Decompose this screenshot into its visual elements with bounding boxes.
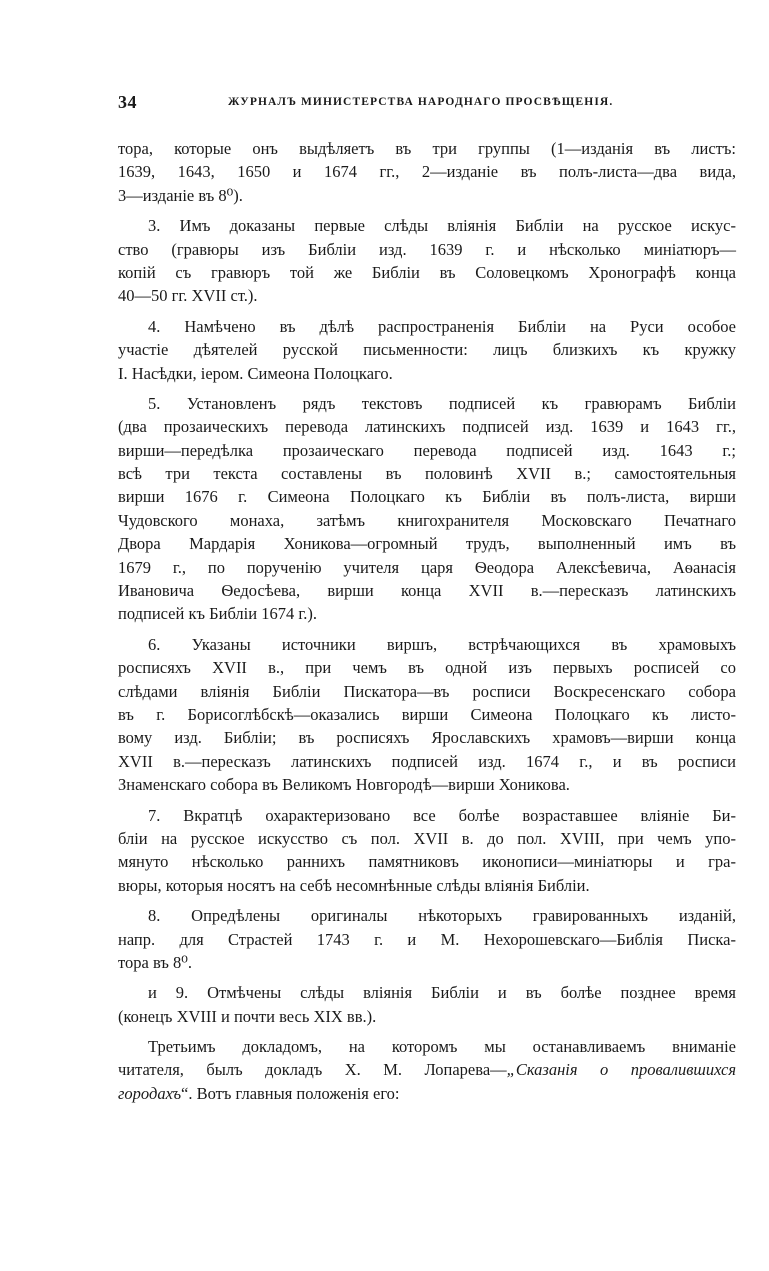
report-title-end: городахъ (118, 1083, 182, 1103)
text-line: подписей къ Библіи 1674 г.). (118, 604, 317, 624)
final-line-3-text: “. Вотъ главныя положенія его: (181, 1083, 400, 1103)
running-head: ЖУРНАЛЪ МИНИСТЕРСТВА НАРОДНАГО ПРОСВѢЩЕНІЯ. (228, 96, 614, 108)
text-line: въ г. Борисоглѣбскѣ—оказались вирши Симеона Полоцкаго къ листо- (118, 704, 736, 724)
paragraph (118, 981, 736, 1028)
paragraph (118, 214, 736, 308)
text-line: (два прозаическихъ перевода латинскихъ подписей изд. 1639 и 1643 гг., (118, 417, 736, 437)
text-line: 8. Опредѣлены оригиналы нѣкоторыхъ гравированныхъ изданій, (148, 906, 736, 926)
text-line: вюры, которыя носятъ на себѣ несомнѣнные слѣды вліянія Библіи. (118, 875, 590, 895)
text-line: и 9. Отмѣчены слѣды вліянія Библіи и въ болѣе позднее время (148, 983, 736, 1003)
final-line-2-text: читателя, былъ докладъ Х. М. Лопарева— (118, 1060, 507, 1080)
paragraph (118, 392, 736, 626)
text-line: XVII в.—пересказъ латинскихъ подписей изд. 1674 г., и въ росписи (118, 751, 736, 771)
page-number: 34 (118, 92, 137, 112)
text-line: вирши—передѣлка прозаическаго перевода подписей изд. 1643 г.; (118, 440, 736, 460)
text-line: 1639, 1643, 1650 и 1674 гг., 2—изданіе въ полъ-листа—два вида, (118, 162, 736, 182)
text-line: тора въ 8⁰. (118, 952, 192, 972)
report-title-start: „Сказанія о провалившихся (506, 1060, 736, 1080)
text-line: Ивановича Ѳедосѣева, вирши конца XVII в.—пересказъ латинскихъ (118, 581, 736, 601)
body-text (118, 137, 736, 1112)
text-line: 6. Указаны источники виршъ, встрѣчающихся въ храмовыхъ (148, 634, 736, 654)
page-header (118, 92, 738, 118)
text-line: мянуто нѣсколько раннихъ памятниковъ иконописи—миніатюры и гра- (118, 852, 736, 872)
text-line: напр. для Страстей 1743 г. и М. Нехорошевскаго—Библія Писка- (118, 929, 736, 949)
text-line: тора, которые онъ выдѣляетъ въ три группы (1—изданія въ листъ: (118, 139, 736, 158)
text-line: Двора Мардарія Хоникова—огромный трудъ, выполненный имъ въ (118, 534, 736, 554)
text-line: росписяхъ XVII в., при чемъ въ одной изъ первыхъ росписей со (118, 658, 736, 678)
text-line (118, 1058, 736, 1081)
text-line: 7. Вкратцѣ охарактеризовано все болѣе возраставшее вліяніе Би- (148, 805, 736, 825)
paragraph (118, 315, 736, 385)
final-line-1: Третьимъ докладомъ, на которомъ мы останавливаемъ вниманіе (148, 1037, 736, 1057)
text-line: 5. Установленъ рядъ текстовъ подписей къ гравюрамъ Библіи (148, 393, 736, 413)
text-line: ство (гравюры изъ Библіи изд. 1639 г. и нѣсколько миніатюръ— (118, 239, 736, 259)
text-line: 3. Имъ доказаны первые слѣды вліянія Библіи на русское искус- (148, 216, 736, 236)
text-line: Знаменскаго собора въ Великомъ Новгородѣ—вирши Хоникова. (118, 775, 570, 795)
paragraph (118, 904, 736, 974)
paragraph (118, 804, 736, 898)
text-line (118, 1035, 736, 1058)
text-line: (конецъ XVIII и почти весь XIX вв.). (118, 1006, 377, 1026)
text-line: слѣдами вліянія Библіи Пискатора—въ росписи Воскресенскаго собора (118, 681, 736, 701)
text-line: всѣ три текста составлены въ половинѣ XVII в.; самостоятельныя (118, 464, 736, 484)
text-line: 4. Намѣчено въ дѣлѣ распространенія Библіи на Руси особое (148, 316, 736, 336)
text-line: 3—изданіе въ 8⁰). (118, 185, 243, 205)
text-line: I. Насѣдки, іером. Симеона Полоцкаго. (118, 363, 393, 383)
text-line: Чудовского монаха, затѣмъ книгохранителя Московскаго Печатнаго (118, 510, 736, 530)
text-line (118, 1082, 736, 1105)
text-line: 40—50 гг. XVII ст.). (118, 286, 258, 306)
text-line: бліи на русское искусство съ пол. XVII в. до пол. XVIII, при чемъ упо- (118, 828, 736, 848)
paragraph-final (118, 1035, 736, 1105)
text-line: вирши 1676 г. Симеона Полоцкаго къ Библіи въ полъ-листа, вирши (118, 487, 736, 507)
text-line: копій съ гравюръ той же Библіи въ Соловецкомъ Хронографѣ конца (118, 262, 736, 282)
text-line: вому изд. Библіи; въ росписяхъ Ярославскихъ храмовъ—вирши конца (118, 728, 736, 748)
paragraph (118, 137, 736, 207)
text-line: 1679 г., по порученію учителя царя Ѳеодора Алексѣевича, Аѳанасія (118, 557, 736, 577)
text-line: участіе дѣятелей русской письменности: лицъ близкихъ къ кружку (118, 340, 736, 360)
paragraph (118, 633, 736, 797)
